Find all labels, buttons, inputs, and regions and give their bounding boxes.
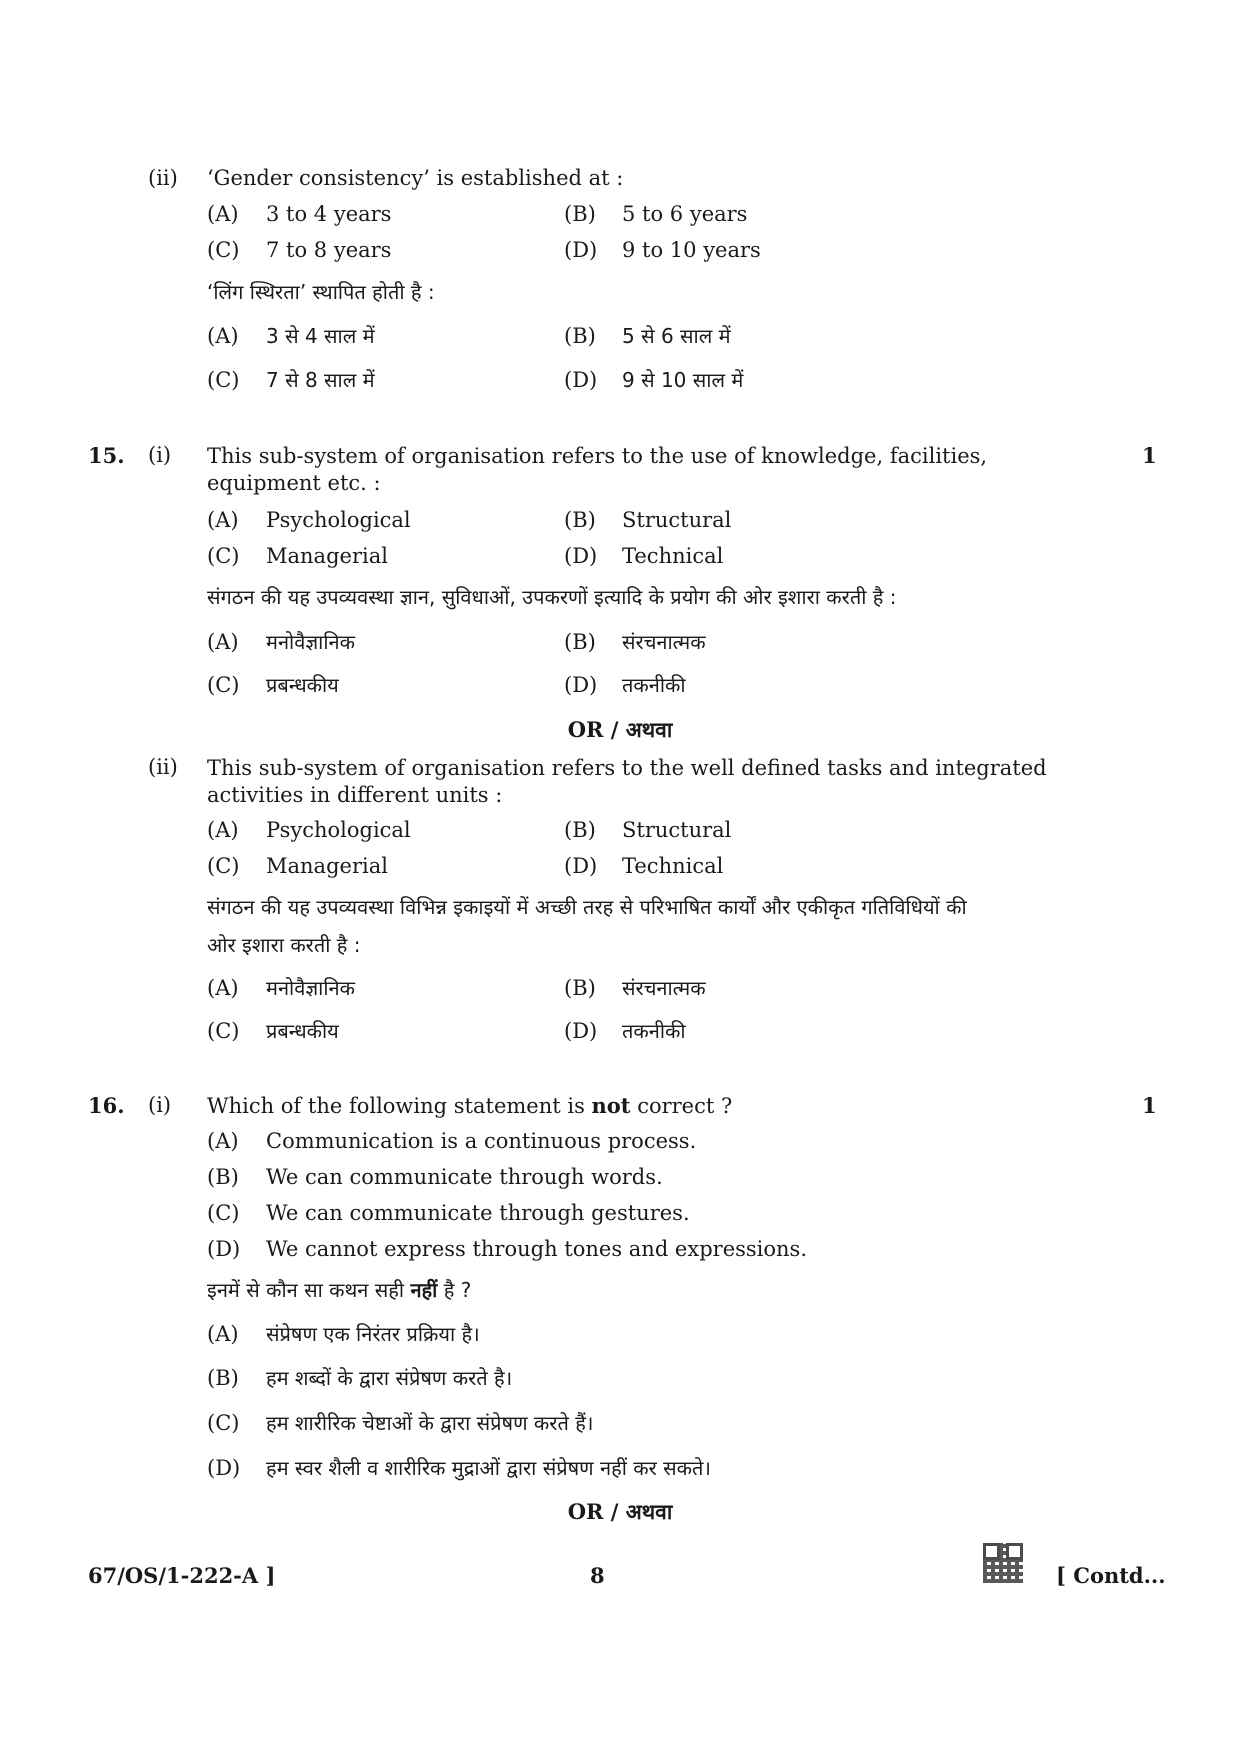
option-text: हम स्वर शैली व शारीरिक मुद्राओं द्वारा संप्रेषण नहीं कर सकते। bbox=[266, 1456, 712, 1480]
option-text: प्रबन्धकीय bbox=[266, 673, 339, 697]
option-text: Managerial bbox=[266, 854, 388, 878]
option-label: (A) bbox=[207, 1129, 239, 1153]
or-divider: OR / अथवा bbox=[567, 717, 673, 742]
option-label: (B) bbox=[564, 508, 596, 532]
option-text: Technical bbox=[622, 854, 724, 878]
option-label: (B) bbox=[564, 202, 596, 226]
option-text: Structural bbox=[622, 508, 732, 532]
option-text: Technical bbox=[622, 544, 724, 568]
option-label: (C) bbox=[207, 854, 240, 878]
option-label: (C) bbox=[207, 673, 240, 697]
question-stem-hi-line2: ओर इशारा करती है : bbox=[207, 933, 361, 957]
option-label: (B) bbox=[207, 1366, 239, 1390]
option-text: We can communicate through gestures. bbox=[266, 1201, 690, 1225]
question-number: 16. bbox=[88, 1093, 125, 1118]
option-label: (D) bbox=[207, 1237, 241, 1261]
qr-code-icon bbox=[983, 1543, 1023, 1583]
option-label: (B) bbox=[564, 630, 596, 654]
option-text: Communication is a continuous process. bbox=[266, 1129, 697, 1153]
option-label: (A) bbox=[207, 508, 239, 532]
option-text: Psychological bbox=[266, 508, 411, 532]
option-text: मनोवैज्ञानिक bbox=[266, 976, 355, 1000]
option-text: प्रबन्धकीय bbox=[266, 1019, 339, 1043]
option-text: 5 से 6 साल में bbox=[622, 324, 731, 348]
part-label: (ii) bbox=[148, 166, 178, 190]
marks: 1 bbox=[1142, 1093, 1157, 1118]
option-text: 3 to 4 years bbox=[266, 202, 392, 226]
option-label: (A) bbox=[207, 630, 239, 654]
option-label: (D) bbox=[564, 544, 598, 568]
page-number: 8 bbox=[590, 1563, 605, 1588]
option-text: हम शारीरिक चेष्टाओं के द्वारा संप्रेषण करते हैं। bbox=[266, 1411, 594, 1435]
option-label: (A) bbox=[207, 976, 239, 1000]
question-stem-hi: संगठन की यह उपव्यवस्था ज्ञान, सुविधाओं, उपकरणों इत्यादि के प्रयोग की ओर इशारा करती है : bbox=[207, 585, 897, 609]
emphasis-nahin: नहीं bbox=[410, 1278, 438, 1302]
option-label: (D) bbox=[564, 673, 598, 697]
option-text: संरचनात्मक bbox=[622, 976, 706, 1000]
option-text: 7 से 8 साल में bbox=[266, 368, 375, 392]
option-text: Managerial bbox=[266, 544, 388, 568]
option-text: 9 से 10 साल में bbox=[622, 368, 744, 392]
question-stem-en: ‘Gender consistency’ is established at : bbox=[207, 166, 624, 190]
option-text: Psychological bbox=[266, 818, 411, 842]
option-label: (D) bbox=[564, 854, 598, 878]
option-label: (C) bbox=[207, 1019, 240, 1043]
emphasis-not: not bbox=[591, 1093, 631, 1118]
option-label: (C) bbox=[207, 1411, 240, 1435]
option-label: (D) bbox=[564, 368, 598, 392]
option-text: संप्रेषण एक निरंतर प्रक्रिया है। bbox=[266, 1322, 480, 1346]
option-label: (C) bbox=[207, 544, 240, 568]
option-text: 9 to 10 years bbox=[622, 238, 761, 262]
option-label: (B) bbox=[564, 324, 596, 348]
option-text: We cannot express through tones and expressions. bbox=[266, 1237, 808, 1261]
option-label: (A) bbox=[207, 324, 239, 348]
part-label: (i) bbox=[148, 443, 172, 467]
option-text: Structural bbox=[622, 818, 732, 842]
or-divider: OR / अथवा bbox=[567, 1499, 673, 1524]
question-stem-en: This sub-system of organisation refers to the use of knowledge, facilities, equipment etc. : bbox=[207, 444, 988, 495]
paper-code: 67/OS/1-222-A ] bbox=[88, 1563, 276, 1588]
option-text: हम शब्दों के द्वारा संप्रेषण करते है। bbox=[266, 1366, 513, 1390]
continued-label: [ Contd... bbox=[1056, 1563, 1166, 1588]
option-label: (B) bbox=[207, 1165, 239, 1189]
option-text: 7 to 8 years bbox=[266, 238, 392, 262]
option-label: (D) bbox=[207, 1456, 241, 1480]
option-label: (A) bbox=[207, 1322, 239, 1346]
option-label: (C) bbox=[207, 238, 240, 262]
question-number: 15. bbox=[88, 443, 125, 468]
option-label: (B) bbox=[564, 976, 596, 1000]
option-text: मनोवैज्ञानिक bbox=[266, 630, 355, 654]
question-stem-hi-line1: संगठन की यह उपव्यवस्था विभिन्न इकाइयों में अच्छी तरह से परिभाषित कार्यों और एकीकृत गतिविधियों की bbox=[207, 895, 967, 919]
option-label: (A) bbox=[207, 818, 239, 842]
part-label: (i) bbox=[148, 1093, 172, 1117]
question-stem-en: Which of the following statement is not correct ? bbox=[207, 1093, 733, 1118]
option-label: (D) bbox=[564, 238, 598, 262]
option-text: 3 से 4 साल में bbox=[266, 324, 375, 348]
option-text: तकनीकी bbox=[622, 673, 686, 697]
option-text: संरचनात्मक bbox=[622, 630, 706, 654]
option-label: (B) bbox=[564, 818, 596, 842]
question-stem-hi: ‘लिंग स्थिरता’ स्थापित होती है : bbox=[207, 280, 435, 304]
option-label: (A) bbox=[207, 202, 239, 226]
question-stem-en: This sub-system of organisation refers to the well defined tasks and integrated activities in different units : bbox=[207, 756, 1047, 807]
question-stem-hi: इनमें से कौन सा कथन सही नहीं है ? bbox=[207, 1278, 472, 1302]
option-label: (C) bbox=[207, 1201, 240, 1225]
option-text: 5 to 6 years bbox=[622, 202, 748, 226]
marks: 1 bbox=[1142, 443, 1157, 468]
option-label: (C) bbox=[207, 368, 240, 392]
option-text: तकनीकी bbox=[622, 1019, 686, 1043]
part-label: (ii) bbox=[148, 755, 178, 779]
option-label: (D) bbox=[564, 1019, 598, 1043]
option-text: We can communicate through words. bbox=[266, 1165, 663, 1189]
